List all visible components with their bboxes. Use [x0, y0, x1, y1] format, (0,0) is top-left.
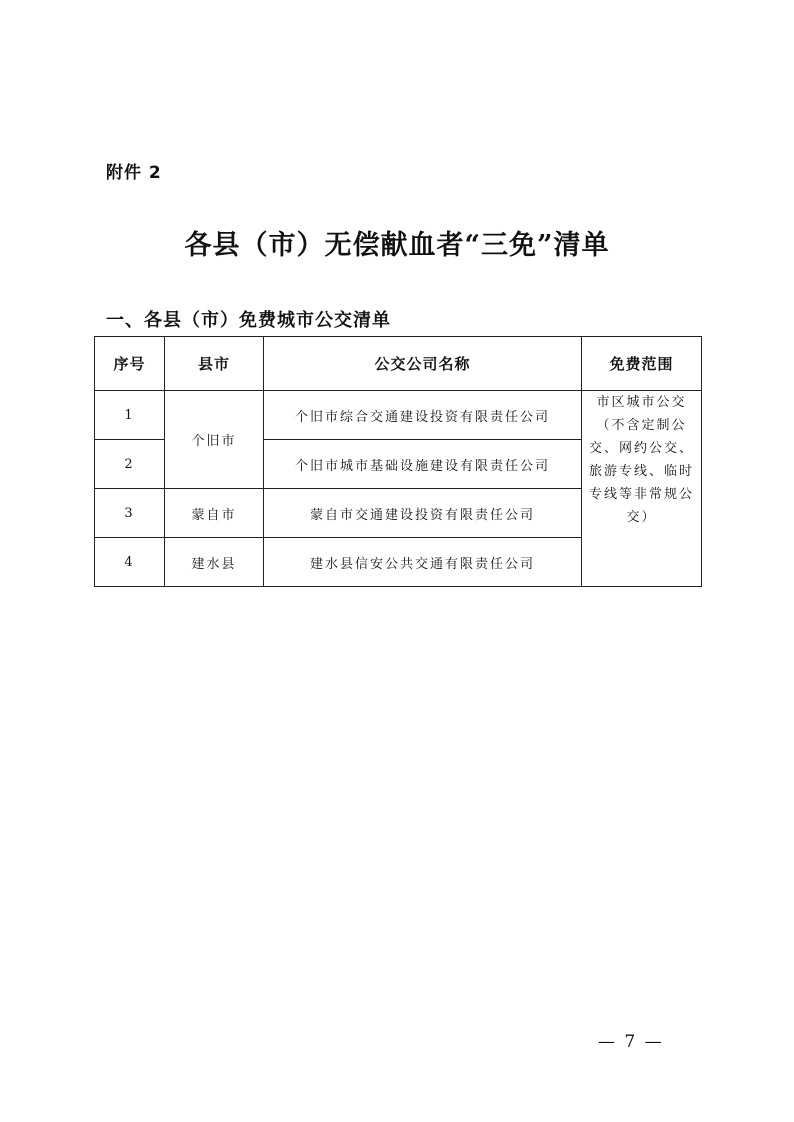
header-serial: 序号	[95, 337, 165, 391]
row-serial: 1	[95, 391, 165, 440]
row-serial: 2	[95, 440, 165, 489]
bus-company-table	[94, 336, 702, 587]
header-county: 县市	[165, 337, 264, 391]
table-header-row	[95, 337, 702, 391]
table-row	[95, 391, 702, 440]
page-number: — 7 —	[598, 1032, 664, 1052]
row-company: 个旧市综合交通建设投资有限责任公司	[264, 391, 582, 440]
document-title: 各县（市）无偿献血者“三免”清单	[184, 230, 610, 261]
header-company: 公交公司名称	[264, 337, 582, 391]
row-serial: 3	[95, 489, 165, 538]
free-scope-cell: 市区城市公交（不含定制公交、网约公交、旅游专线、临时专线等非常规公交）	[582, 391, 702, 587]
attachment-label: 附件 2	[106, 163, 162, 183]
row-county: 蒙自市	[165, 489, 264, 538]
row-serial: 4	[95, 538, 165, 587]
row-company: 蒙自市交通建设投资有限责任公司	[264, 489, 582, 538]
row-county: 建水县	[165, 538, 264, 587]
section-heading: 一、各县（市）免费城市公交清单	[106, 310, 391, 331]
row-county: 个旧市	[165, 391, 264, 489]
row-company: 建水县信安公共交通有限责任公司	[264, 538, 582, 587]
header-free-scope: 免费范围	[582, 337, 702, 391]
row-company: 个旧市城市基础设施建设有限责任公司	[264, 440, 582, 489]
